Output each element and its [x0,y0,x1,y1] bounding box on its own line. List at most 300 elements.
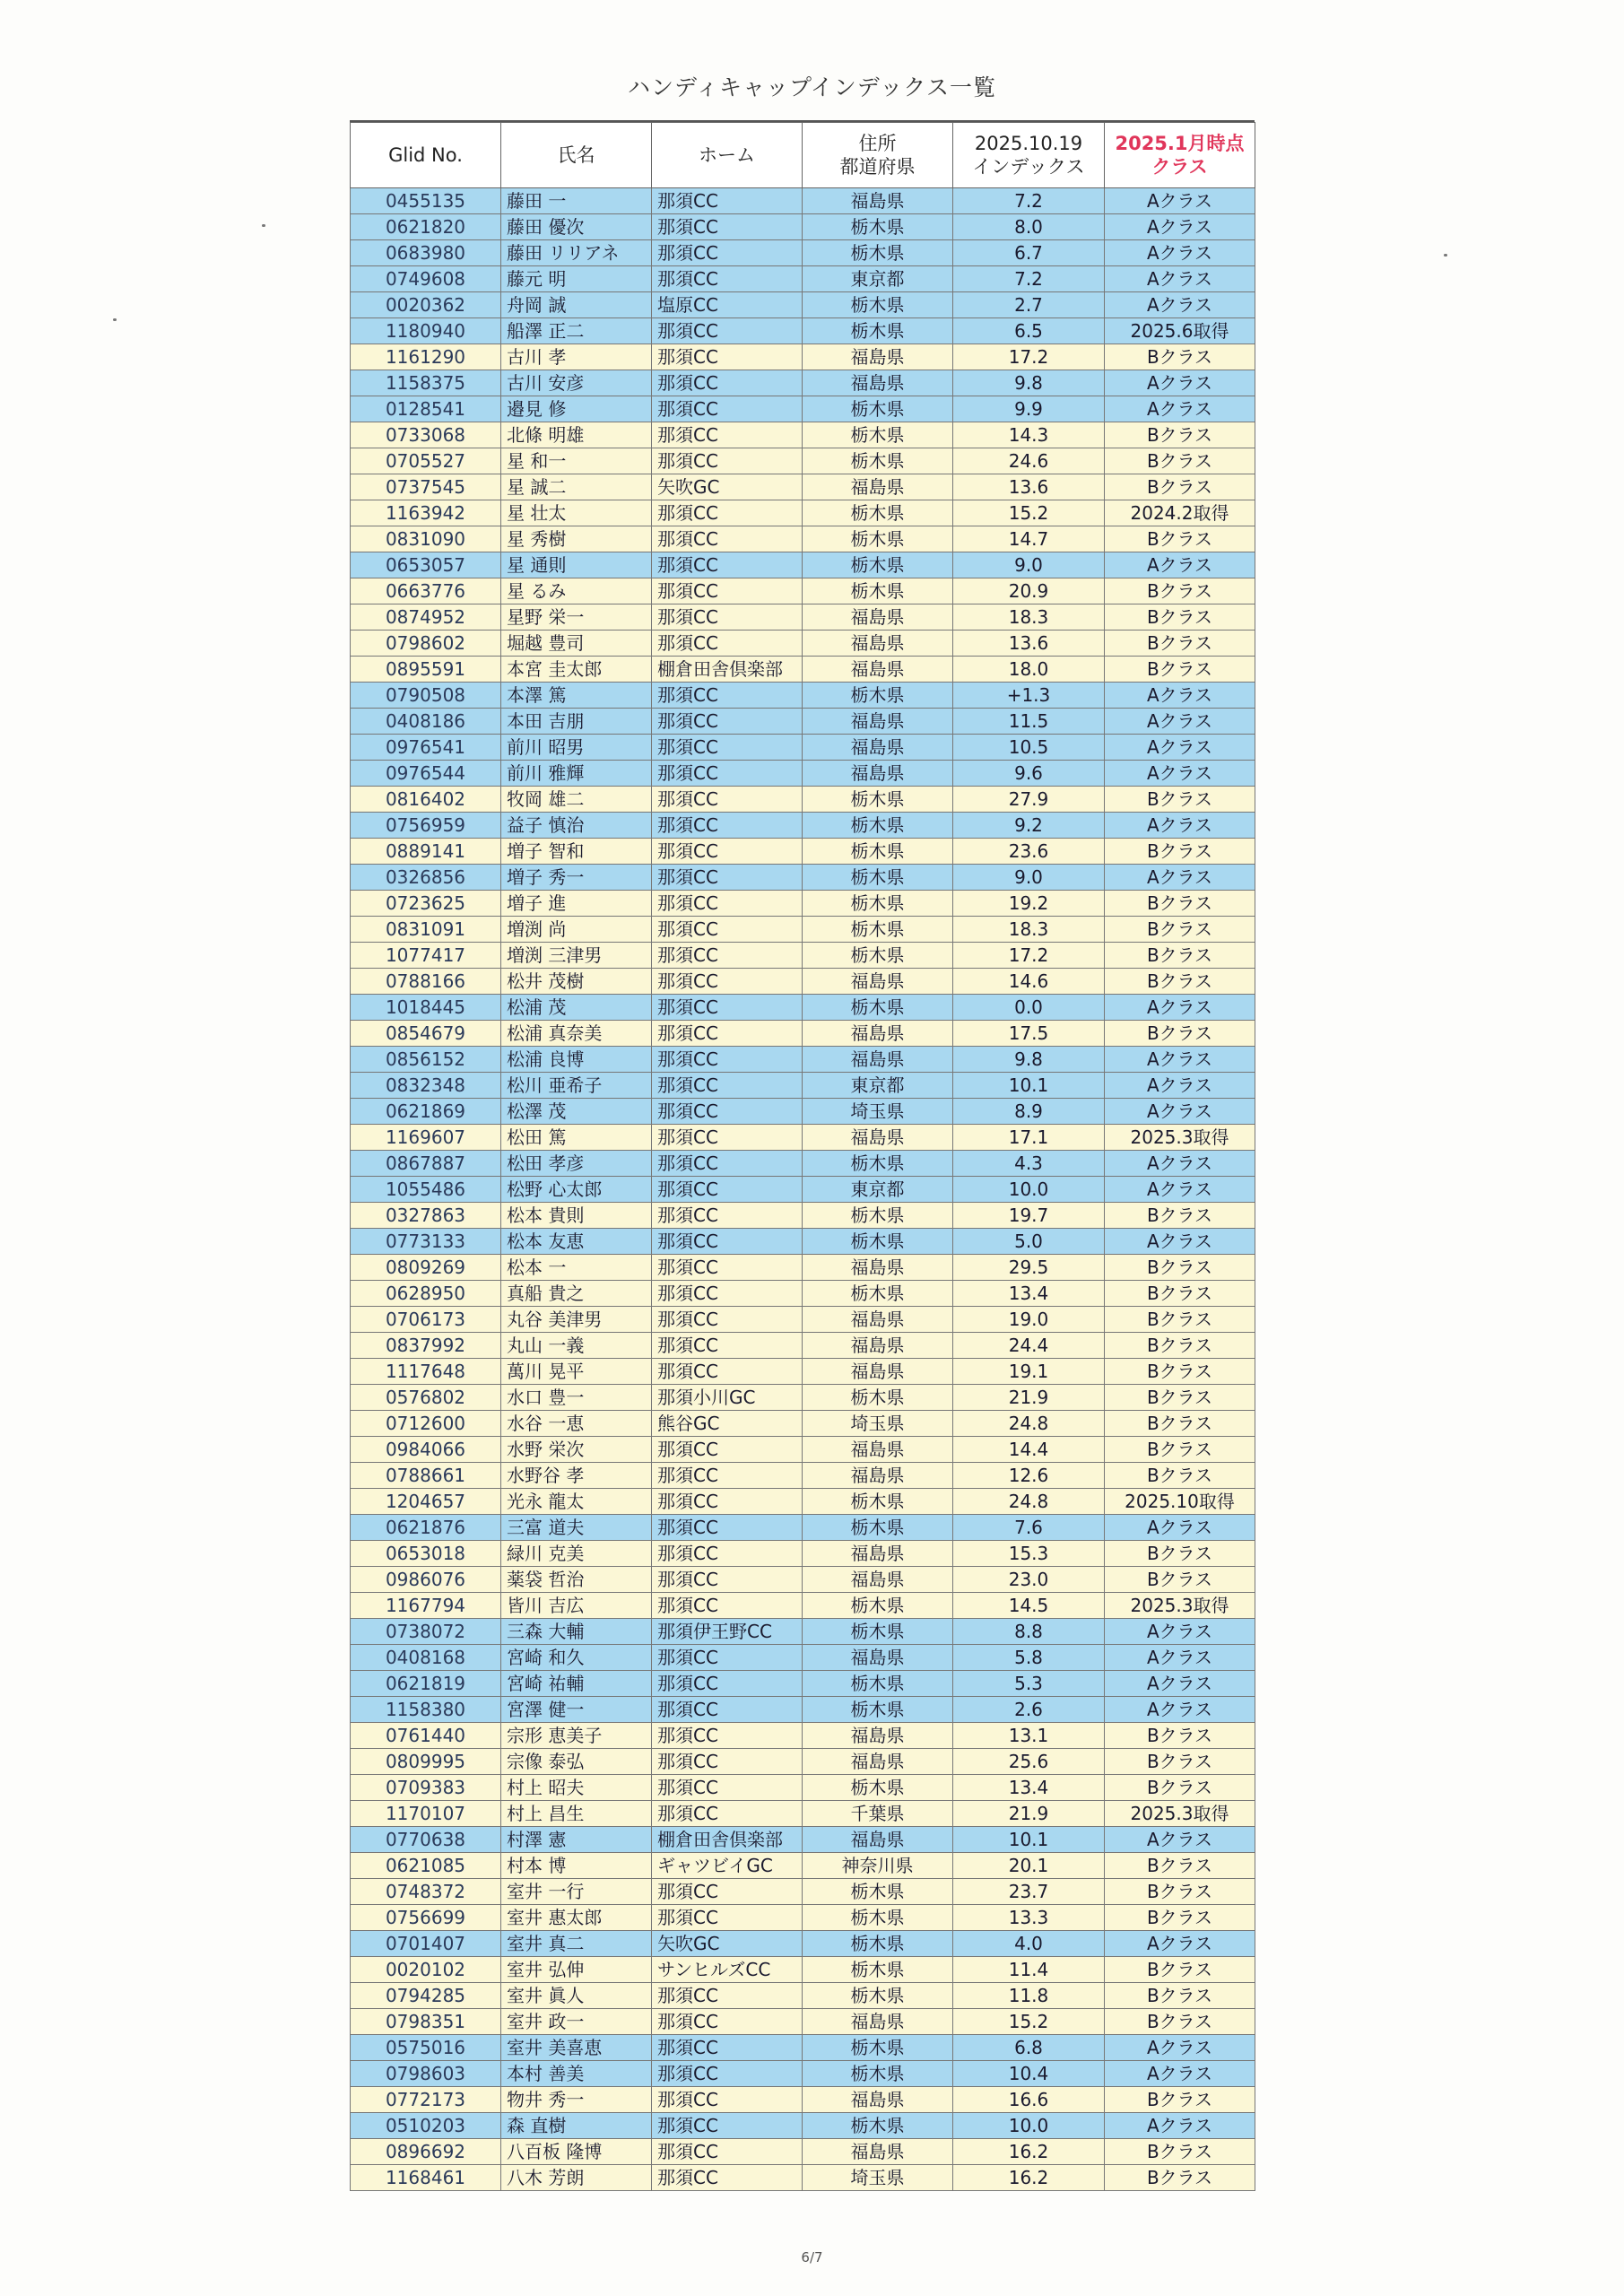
cell-class: Bクラス [1105,943,1255,969]
cell-home: 那須CC [652,1203,803,1229]
cell-index: 11.8 [953,1983,1105,2009]
cell-index: 21.9 [953,1801,1105,1827]
cell-class: Bクラス [1105,969,1255,995]
cell-class: Aクラス [1105,865,1255,891]
cell-home: 那須CC [652,2139,803,2165]
cell-index: 15.2 [953,2009,1105,2035]
cell-class: Aクラス [1105,683,1255,709]
cell-home: 那須CC [652,1359,803,1385]
cell-home: 那須CC [652,1723,803,1749]
cell-index: 14.4 [953,1437,1105,1463]
cell-index: 0.0 [953,995,1105,1021]
cell-index: 24.8 [953,1489,1105,1515]
cell-prefecture: 栃木県 [803,787,953,813]
cell-class: Bクラス [1105,2009,1255,2035]
cell-prefecture: 栃木県 [803,1775,953,1801]
table-row [351,1281,1255,1307]
cell-glid-no: 0831090 [351,526,501,552]
cell-home: 那須CC [652,891,803,917]
cell-glid-no: 1158380 [351,1697,501,1723]
cell-name: 丸山 一義 [501,1333,652,1359]
cell-index: 19.1 [953,1359,1105,1385]
table-row [351,1515,1255,1541]
cell-index: 21.9 [953,1385,1105,1411]
cell-name: 宗像 泰弘 [501,1749,652,1775]
cell-home: 那須CC [652,787,803,813]
cell-index: 10.0 [953,2113,1105,2139]
table-row [351,865,1255,891]
cell-home: 那須CC [652,1515,803,1541]
cell-class: Bクラス [1105,1567,1255,1593]
cell-home: 那須CC [652,1437,803,1463]
table-row [351,396,1255,422]
table-row [351,2061,1255,2087]
cell-name: 本宮 圭太郎 [501,657,652,683]
header-prefecture-line2: 都道府県 [839,156,916,178]
cell-class: Aクラス [1105,1827,1255,1853]
table-row [351,2009,1255,2035]
cell-glid-no: 0737545 [351,474,501,500]
cell-prefecture: 栃木県 [803,526,953,552]
cell-glid-no: 0889141 [351,839,501,865]
table-row [351,1671,1255,1697]
cell-name: 森 直樹 [501,2113,652,2139]
cell-class: Aクラス [1105,188,1255,214]
table-row [351,1307,1255,1333]
cell-prefecture: 栃木県 [803,318,953,344]
cell-name: 三富 道夫 [501,1515,652,1541]
cell-prefecture: 栃木県 [803,1671,953,1697]
cell-home: 那須CC [652,1125,803,1151]
cell-prefecture: 栃木県 [803,683,953,709]
table-row [351,995,1255,1021]
cell-glid-no: 1163942 [351,500,501,526]
cell-name: 村上 昌生 [501,1801,652,1827]
cell-name: 増子 進 [501,891,652,917]
cell-index: 14.3 [953,422,1105,448]
header-prefecture [803,123,953,188]
cell-glid-no: 1018445 [351,995,501,1021]
cell-class: Aクラス [1105,292,1255,318]
cell-name: 星野 栄一 [501,604,652,631]
cell-name: 松野 心太郎 [501,1177,652,1203]
cell-index: 5.8 [953,1645,1105,1671]
table-row [351,1229,1255,1255]
cell-name: 真船 貴之 [501,1281,652,1307]
cell-glid-no: 0621869 [351,1099,501,1125]
cell-index: 5.3 [953,1671,1105,1697]
cell-name: 室井 眞人 [501,1983,652,2009]
cell-name: 星 通則 [501,552,652,578]
cell-home: 那須CC [652,2087,803,2113]
cell-prefecture: 栃木県 [803,1203,953,1229]
cell-prefecture: 福島県 [803,709,953,735]
cell-home: 那須CC [652,1099,803,1125]
table-row [351,1333,1255,1359]
cell-home: 那須CC [652,709,803,735]
cell-home: 那須CC [652,448,803,474]
cell-glid-no: 0831091 [351,917,501,943]
cell-glid-no: 0749608 [351,266,501,292]
cell-class: Bクラス [1105,657,1255,683]
cell-class: Bクラス [1105,1853,1255,1879]
cell-home: 那須CC [652,500,803,526]
cell-name: 牧岡 雄二 [501,787,652,813]
cell-home: 那須CC [652,396,803,422]
cell-prefecture: 福島県 [803,188,953,214]
table-row [351,813,1255,839]
cell-glid-no: 0798603 [351,2061,501,2087]
cell-home: 那須CC [652,1567,803,1593]
cell-glid-no: 0576802 [351,1385,501,1411]
cell-name: 本村 善美 [501,2061,652,2087]
cell-name: 星 壮太 [501,500,652,526]
cell-name: 物井 秀一 [501,2087,652,2113]
cell-home: 那須CC [652,1281,803,1307]
table-row [351,1723,1255,1749]
cell-home: 那須CC [652,318,803,344]
cell-class: Bクラス [1105,839,1255,865]
cell-home: 那須CC [652,1021,803,1047]
cell-glid-no: 0856152 [351,1047,501,1073]
cell-class: Bクラス [1105,1333,1255,1359]
table-row [351,188,1255,214]
cell-glid-no: 0628950 [351,1281,501,1307]
cell-home: 那須CC [652,422,803,448]
table-row [351,2113,1255,2139]
cell-index: 27.9 [953,787,1105,813]
cell-prefecture: 福島県 [803,370,953,396]
header-prefecture-line1: 住所 [858,133,897,154]
cell-prefecture: 福島県 [803,1047,953,1073]
cell-index: 17.1 [953,1125,1105,1151]
table-row [351,1697,1255,1723]
cell-glid-no: 0773133 [351,1229,501,1255]
cell-prefecture: 東京都 [803,1073,953,1099]
cell-home: 那須CC [652,1775,803,1801]
cell-glid-no: 1161290 [351,344,501,370]
cell-glid-no: 0621819 [351,1671,501,1697]
cell-home: 那須CC [652,2035,803,2061]
cell-class: Bクラス [1105,422,1255,448]
cell-class: Bクラス [1105,787,1255,813]
cell-prefecture: 千葉県 [803,1801,953,1827]
cell-class: Bクラス [1105,2087,1255,2113]
cell-class: Bクラス [1105,1281,1255,1307]
cell-name: 藤田 一 [501,188,652,214]
cell-home: 那須CC [652,1801,803,1827]
cell-name: 光永 龍太 [501,1489,652,1515]
table-row [351,1411,1255,1437]
cell-glid-no: 0976541 [351,735,501,761]
cell-name: 萬川 晃平 [501,1359,652,1385]
cell-index: 5.0 [953,1229,1105,1255]
table-row [351,1801,1255,1827]
handicap-index-table [350,122,1255,2191]
cell-name: 星 誠二 [501,474,652,500]
cell-glid-no: 1170107 [351,1801,501,1827]
header-index [953,123,1105,188]
table-row [351,1853,1255,1879]
table-row [351,1749,1255,1775]
table-row [351,1957,1255,1983]
cell-prefecture: 栃木県 [803,1151,953,1177]
cell-index: 10.0 [953,1177,1105,1203]
table-row [351,422,1255,448]
cell-name: 堀越 豊司 [501,631,652,657]
table-row [351,761,1255,787]
cell-index: 17.5 [953,1021,1105,1047]
cell-prefecture: 栃木県 [803,813,953,839]
cell-prefecture: 福島県 [803,1333,953,1359]
cell-class: Bクラス [1105,344,1255,370]
cell-home: 那須CC [652,188,803,214]
cell-glid-no: 0867887 [351,1151,501,1177]
cell-glid-no: 0408168 [351,1645,501,1671]
cell-home: 那須CC [652,995,803,1021]
cell-prefecture: 福島県 [803,1125,953,1151]
cell-glid-no: 0455135 [351,188,501,214]
cell-index: 7.6 [953,1515,1105,1541]
cell-home: 那須CC [652,2009,803,2035]
cell-prefecture: 福島県 [803,474,953,500]
cell-glid-no: 0896692 [351,2139,501,2165]
table-row [351,1073,1255,1099]
cell-prefecture: 栃木県 [803,292,953,318]
cell-class: Aクラス [1105,1645,1255,1671]
cell-index: 19.2 [953,891,1105,917]
cell-index: 8.8 [953,1619,1105,1645]
cell-class: Aクラス [1105,2035,1255,2061]
cell-class: Bクラス [1105,1983,1255,2009]
cell-class: Bクラス [1105,1385,1255,1411]
cell-home: 那須CC [652,552,803,578]
cell-prefecture: 東京都 [803,266,953,292]
cell-prefecture: 福島県 [803,1723,953,1749]
cell-prefecture: 福島県 [803,1359,953,1385]
cell-index: 17.2 [953,943,1105,969]
cell-index: 24.8 [953,1411,1105,1437]
scan-speck [262,224,265,227]
cell-index: 18.3 [953,917,1105,943]
cell-home: 那須CC [652,865,803,891]
cell-class: Aクラス [1105,709,1255,735]
cell-home: 那須CC [652,214,803,240]
table-row [351,1931,1255,1957]
cell-name: 松浦 良博 [501,1047,652,1073]
cell-glid-no: 0798351 [351,2009,501,2035]
cell-name: 水野谷 孝 [501,1463,652,1489]
cell-index: 20.9 [953,578,1105,604]
table-row [351,839,1255,865]
table-row [351,631,1255,657]
cell-home: 那須CC [652,1489,803,1515]
cell-class: Bクラス [1105,631,1255,657]
cell-name: 八百板 隆博 [501,2139,652,2165]
cell-prefecture: 栃木県 [803,240,953,266]
table-row [351,318,1255,344]
cell-class: Aクラス [1105,1099,1255,1125]
cell-class: Bクラス [1105,2165,1255,2191]
cell-home: 那須CC [652,1905,803,1931]
cell-prefecture: 栃木県 [803,578,953,604]
table-row [351,1463,1255,1489]
cell-index: +1.3 [953,683,1105,709]
cell-glid-no: 1169607 [351,1125,501,1151]
cell-prefecture: 福島県 [803,657,953,683]
table-body [351,188,1255,2191]
cell-index: 24.4 [953,1333,1105,1359]
cell-home: 那須CC [652,1255,803,1281]
cell-class: Bクラス [1105,1749,1255,1775]
table-row [351,1775,1255,1801]
cell-glid-no: 0756699 [351,1905,501,1931]
cell-glid-no: 1204657 [351,1489,501,1515]
cell-home: 那須CC [652,578,803,604]
cell-index: 9.6 [953,761,1105,787]
cell-index: 13.6 [953,474,1105,500]
table-row [351,1151,1255,1177]
cell-home: 那須CC [652,1645,803,1671]
cell-index: 14.6 [953,969,1105,995]
cell-class: Aクラス [1105,813,1255,839]
cell-home: 那須CC [652,1593,803,1619]
cell-class: 2025.3取得 [1105,1801,1255,1827]
cell-index: 9.0 [953,552,1105,578]
cell-glid-no: 1167794 [351,1593,501,1619]
cell-index: 15.3 [953,1541,1105,1567]
cell-index: 23.6 [953,839,1105,865]
cell-prefecture: 埼玉県 [803,1099,953,1125]
cell-prefecture: 栃木県 [803,943,953,969]
cell-glid-no: 0701407 [351,1931,501,1957]
table-row [351,2035,1255,2061]
cell-class: Aクラス [1105,240,1255,266]
table-row [351,1047,1255,1073]
cell-glid-no: 0809269 [351,1255,501,1281]
cell-name: 増子 智和 [501,839,652,865]
cell-glid-no: 0798602 [351,631,501,657]
cell-home: 那須CC [652,761,803,787]
cell-index: 17.2 [953,344,1105,370]
cell-index: 19.7 [953,1203,1105,1229]
table-row [351,1437,1255,1463]
cell-prefecture: 福島県 [803,1827,953,1853]
cell-glid-no: 0790508 [351,683,501,709]
cell-name: 室井 惠太郎 [501,1905,652,1931]
table-row [351,370,1255,396]
cell-index: 13.3 [953,1905,1105,1931]
cell-prefecture: 栃木県 [803,1931,953,1957]
cell-prefecture: 福島県 [803,1307,953,1333]
cell-home: 那須CC [652,1307,803,1333]
table-row [351,1619,1255,1645]
cell-index: 2.6 [953,1697,1105,1723]
cell-index: 7.2 [953,188,1105,214]
cell-glid-no: 0723625 [351,891,501,917]
cell-home: 那須CC [652,2061,803,2087]
cell-home: 那須CC [652,240,803,266]
cell-glid-no: 0621876 [351,1515,501,1541]
cell-name: 薬袋 哲治 [501,1567,652,1593]
cell-class: Aクラス [1105,370,1255,396]
cell-prefecture: 栃木県 [803,214,953,240]
cell-index: 8.0 [953,214,1105,240]
cell-glid-no: 0733068 [351,422,501,448]
cell-prefecture: 福島県 [803,1463,953,1489]
cell-index: 11.5 [953,709,1105,735]
cell-class: Aクラス [1105,396,1255,422]
cell-name: 藤元 明 [501,266,652,292]
cell-prefecture: 栃木県 [803,448,953,474]
cell-index: 8.9 [953,1099,1105,1125]
cell-name: 北條 明雄 [501,422,652,448]
table-row [351,292,1255,318]
cell-glid-no: 1077417 [351,943,501,969]
cell-glid-no: 0128541 [351,396,501,422]
cell-prefecture: 福島県 [803,2087,953,2113]
cell-home: 那須CC [652,943,803,969]
table-row [351,552,1255,578]
cell-class: Aクラス [1105,1619,1255,1645]
cell-glid-no: 0575016 [351,2035,501,2061]
cell-prefecture: 栃木県 [803,1879,953,1905]
cell-name: 藤田 優次 [501,214,652,240]
cell-home: ギャツビイGC [652,1853,803,1879]
cell-name: 宗形 恵美子 [501,1723,652,1749]
cell-class: Bクラス [1105,1775,1255,1801]
cell-glid-no: 0738072 [351,1619,501,1645]
cell-home: 那須CC [652,370,803,396]
table-row [351,1593,1255,1619]
cell-index: 23.0 [953,1567,1105,1593]
cell-name: 宮崎 和久 [501,1645,652,1671]
cell-prefecture: 福島県 [803,1255,953,1281]
cell-index: 9.8 [953,1047,1105,1073]
cell-class: Bクラス [1105,578,1255,604]
cell-class: Bクラス [1105,2139,1255,2165]
cell-name: 邉見 修 [501,396,652,422]
cell-index: 2.7 [953,292,1105,318]
cell-class: Aクラス [1105,1177,1255,1203]
cell-name: 村澤 憲 [501,1827,652,1853]
cell-home: 那須CC [652,1073,803,1099]
cell-home: 那須CC [652,1333,803,1359]
cell-prefecture: 栃木県 [803,2035,953,2061]
header-index-line2: インデックス [972,156,1085,178]
table-row [351,266,1255,292]
cell-class: Bクラス [1105,604,1255,631]
cell-index: 9.0 [953,865,1105,891]
cell-home: 那須小川GC [652,1385,803,1411]
cell-index: 9.2 [953,813,1105,839]
cell-glid-no: 0653057 [351,552,501,578]
cell-name: 増子 秀一 [501,865,652,891]
cell-class: Aクラス [1105,2061,1255,2087]
table-row [351,2165,1255,2191]
cell-name: 松本 貴則 [501,1203,652,1229]
page-number: 6/7 [801,2249,823,2266]
table-row [351,1255,1255,1281]
cell-class: Bクラス [1105,1437,1255,1463]
cell-name: 宮崎 祐輔 [501,1671,652,1697]
cell-home: 那須CC [652,1463,803,1489]
cell-class: Bクラス [1105,1463,1255,1489]
cell-prefecture: 栃木県 [803,839,953,865]
cell-name: 松本 一 [501,1255,652,1281]
cell-prefecture: 福島県 [803,631,953,657]
cell-glid-no: 0832348 [351,1073,501,1099]
